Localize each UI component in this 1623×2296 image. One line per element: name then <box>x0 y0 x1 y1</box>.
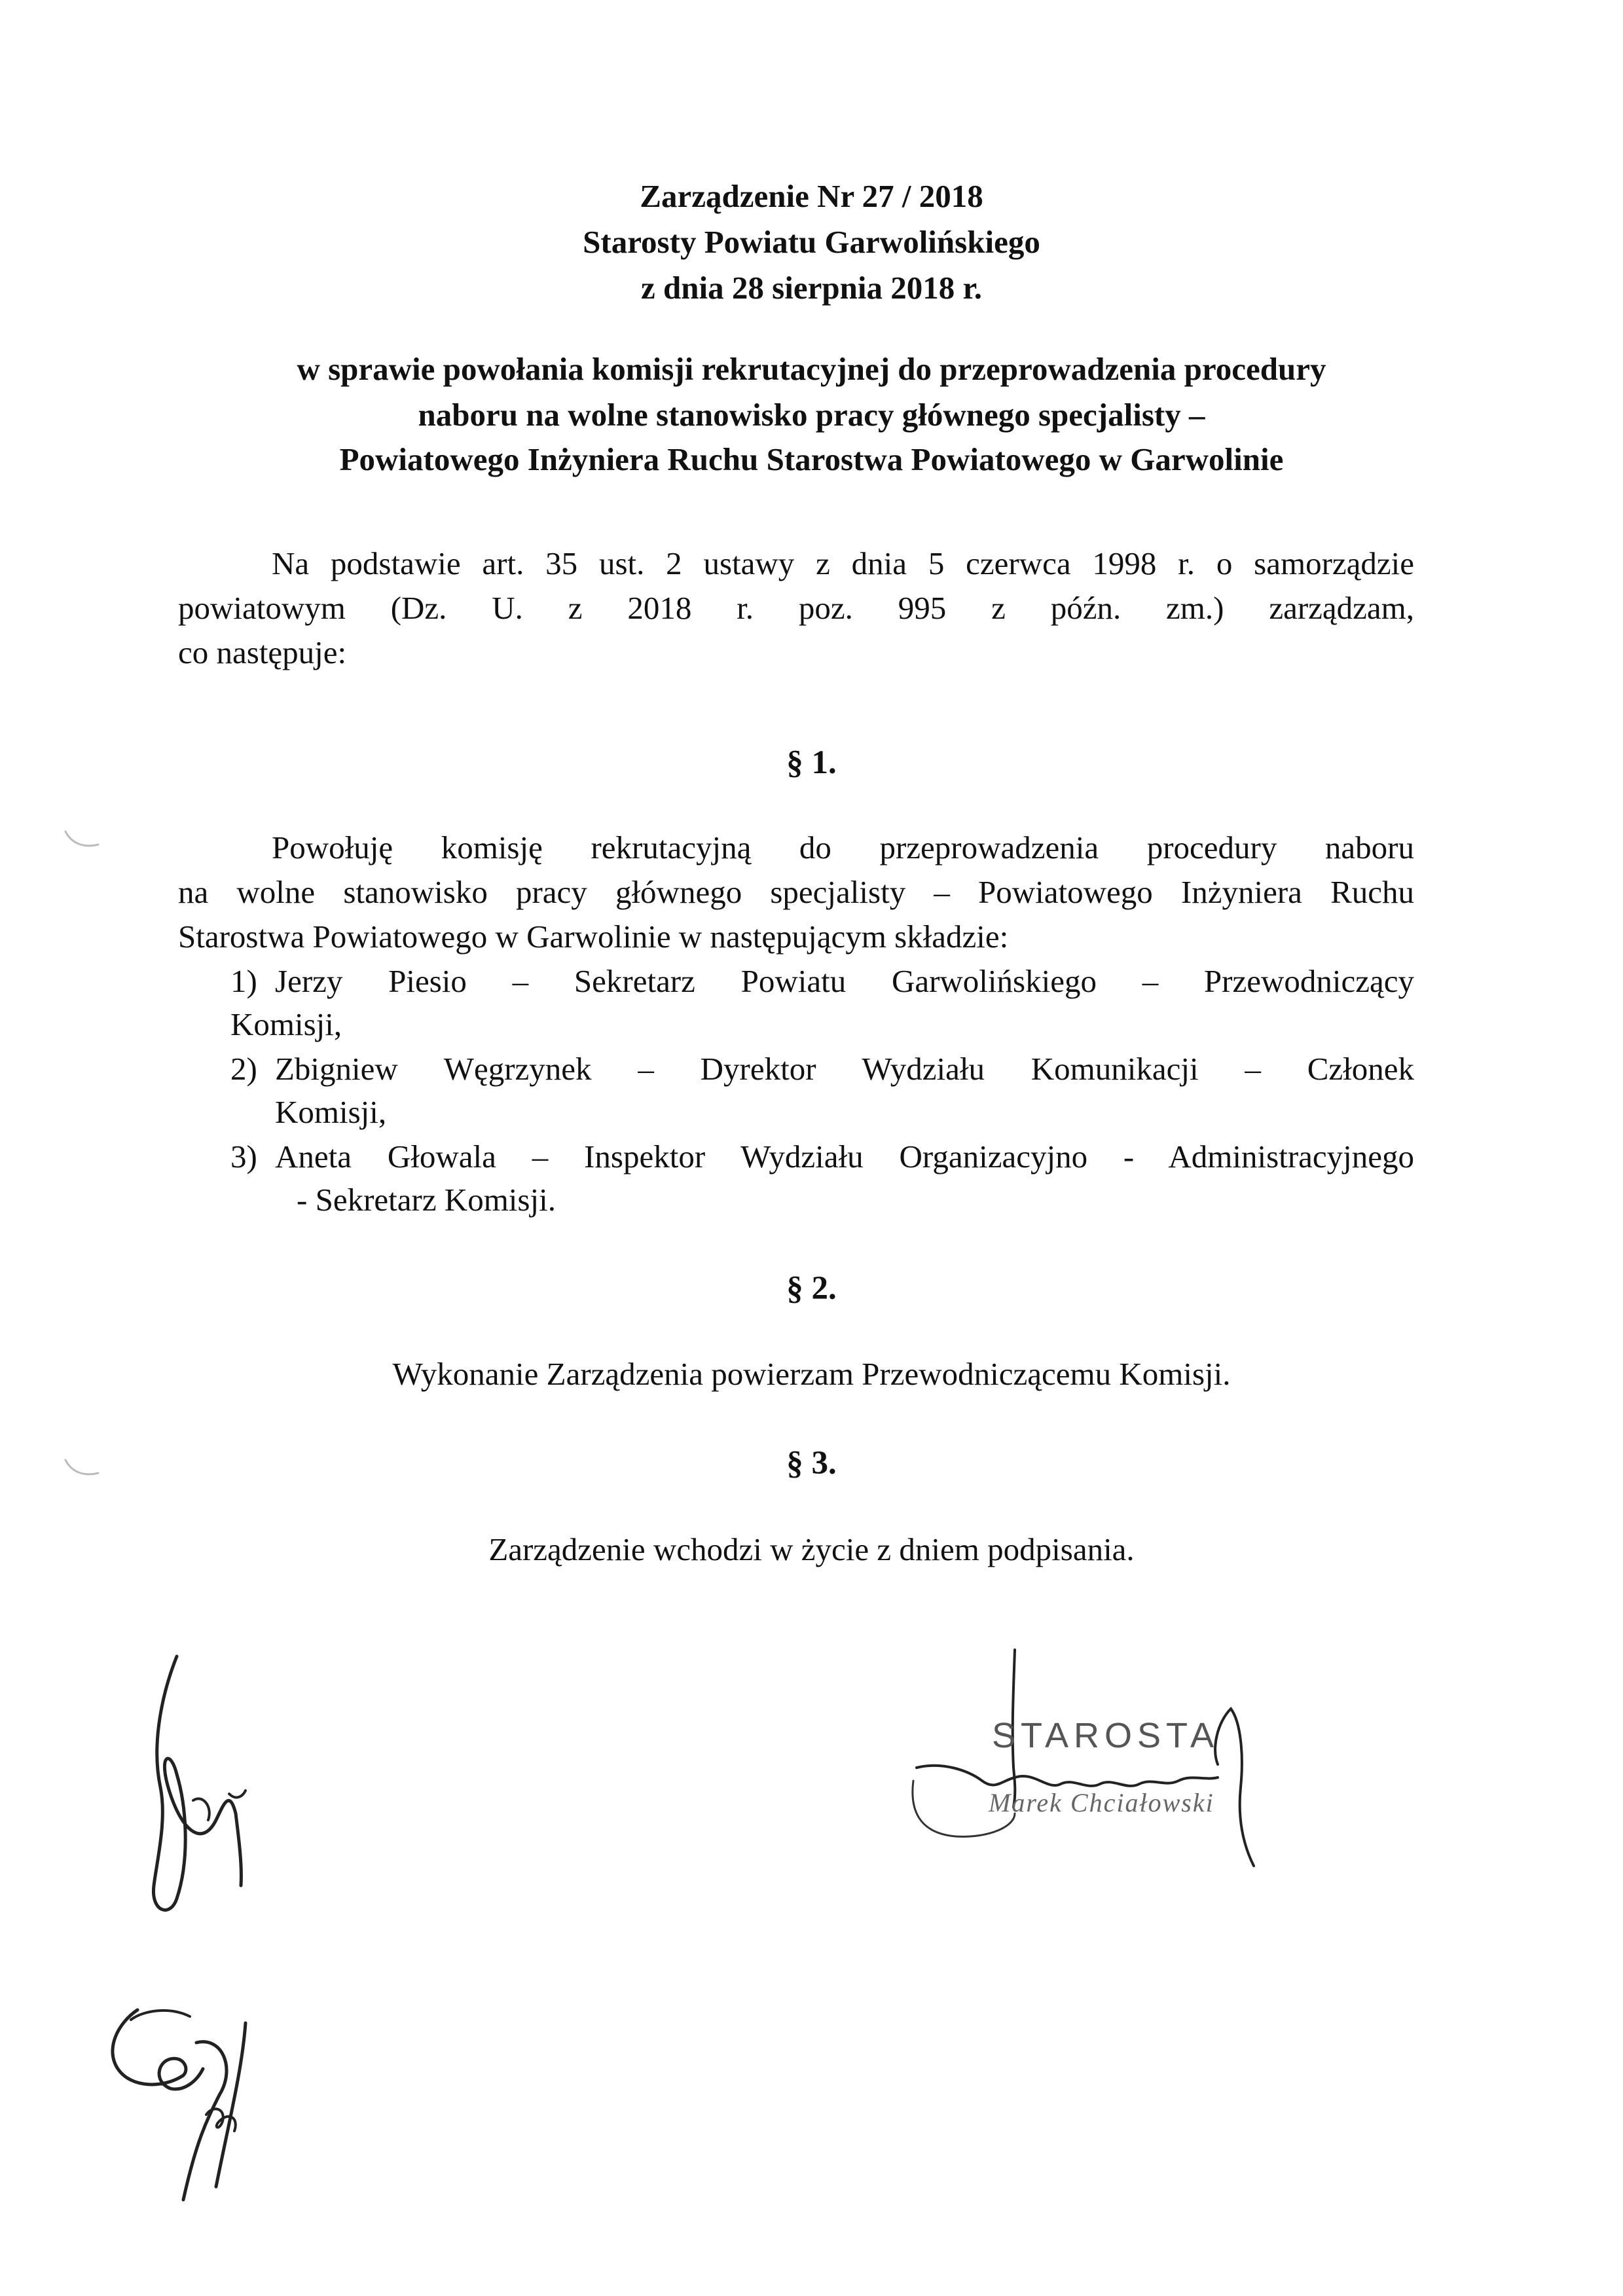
member-2-line-1: Zbigniew Węgrzynek – Dyrektor Wydziału Komunikacji – Członek <box>275 1051 1414 1087</box>
section-2-text: Wykonanie Zarządzenia powierzam Przewodniczącemu Komisji. <box>392 1356 1231 1392</box>
preamble-line-1: Na podstawie art. 35 ust. 2 ustawy z dnia 5 czerwca 1998 r. o samorządzie <box>272 545 1414 581</box>
section-2-sign: § 2. <box>786 1270 837 1307</box>
document-date: z dnia 28 sierpnia 2018 r. <box>641 270 982 306</box>
handwritten-signature-1 <box>131 1650 301 1925</box>
stamp-title: STAROSTA <box>992 1716 1220 1755</box>
handwritten-signature-2 <box>92 1990 327 2213</box>
document-title: Zarządzenie Nr 27 / 2018 <box>640 178 983 214</box>
member-3-line-2: - Sekretarz Komisji. <box>297 1182 556 1218</box>
stamp-name: Marek Chciałowski <box>989 1788 1214 1817</box>
member-3-line-1: Aneta Głowala – Inspektor Wydziału Organizacyjno - Administracyjnego <box>275 1139 1414 1175</box>
member-1-number: 1) <box>230 963 257 999</box>
margin-mark-1 <box>62 828 101 854</box>
margin-mark-2 <box>62 1457 101 1483</box>
member-1-line-1: Jerzy Piesio – Sekretarz Powiatu Garwolińskiego – Przewodniczący <box>275 963 1414 999</box>
section-1-line-3: Starostwa Powiatowego w Garwolinie w następującym składzie: <box>178 919 1009 955</box>
section-3-text: Zarządzenie wchodzi w życie z dniem podpisania. <box>488 1531 1135 1567</box>
section-1-sign: § 1. <box>786 744 837 781</box>
preamble-line-3: co następuje: <box>178 634 347 670</box>
stamp-signature <box>903 1650 1309 1912</box>
subject-line-3: Powiatowego Inżyniera Ruchu Starostwa Powiatowego w Garwolinie <box>339 441 1284 477</box>
section-1-line-1: Powołuję komisję rekrutacyjną do przeprowadzenia procedury naboru <box>272 829 1414 866</box>
member-1-line-2: Komisji, <box>230 1006 342 1042</box>
document-issuer: Starosty Powiatu Garwolińskiego <box>583 224 1040 260</box>
section-3-sign: § 3. <box>786 1445 837 1482</box>
subject-line-2: naboru na wolne stanowisko pracy głównego specjalisty – <box>418 397 1205 433</box>
member-2-line-2: Komisji, <box>275 1094 387 1130</box>
section-1-line-2: na wolne stanowisko pracy głównego specjalisty – Powiatowego Inżyniera Ruchu <box>178 874 1414 910</box>
member-2-number: 2) <box>230 1051 257 1087</box>
preamble-line-2: powiatowym (Dz. U. z 2018 r. poz. 995 z późn. zm.) zarządzam, <box>178 590 1414 626</box>
member-3-number: 3) <box>230 1139 257 1175</box>
subject-line-1: w sprawie powołania komisji rekrutacyjnej do przeprowadzenia procedury <box>297 351 1326 387</box>
